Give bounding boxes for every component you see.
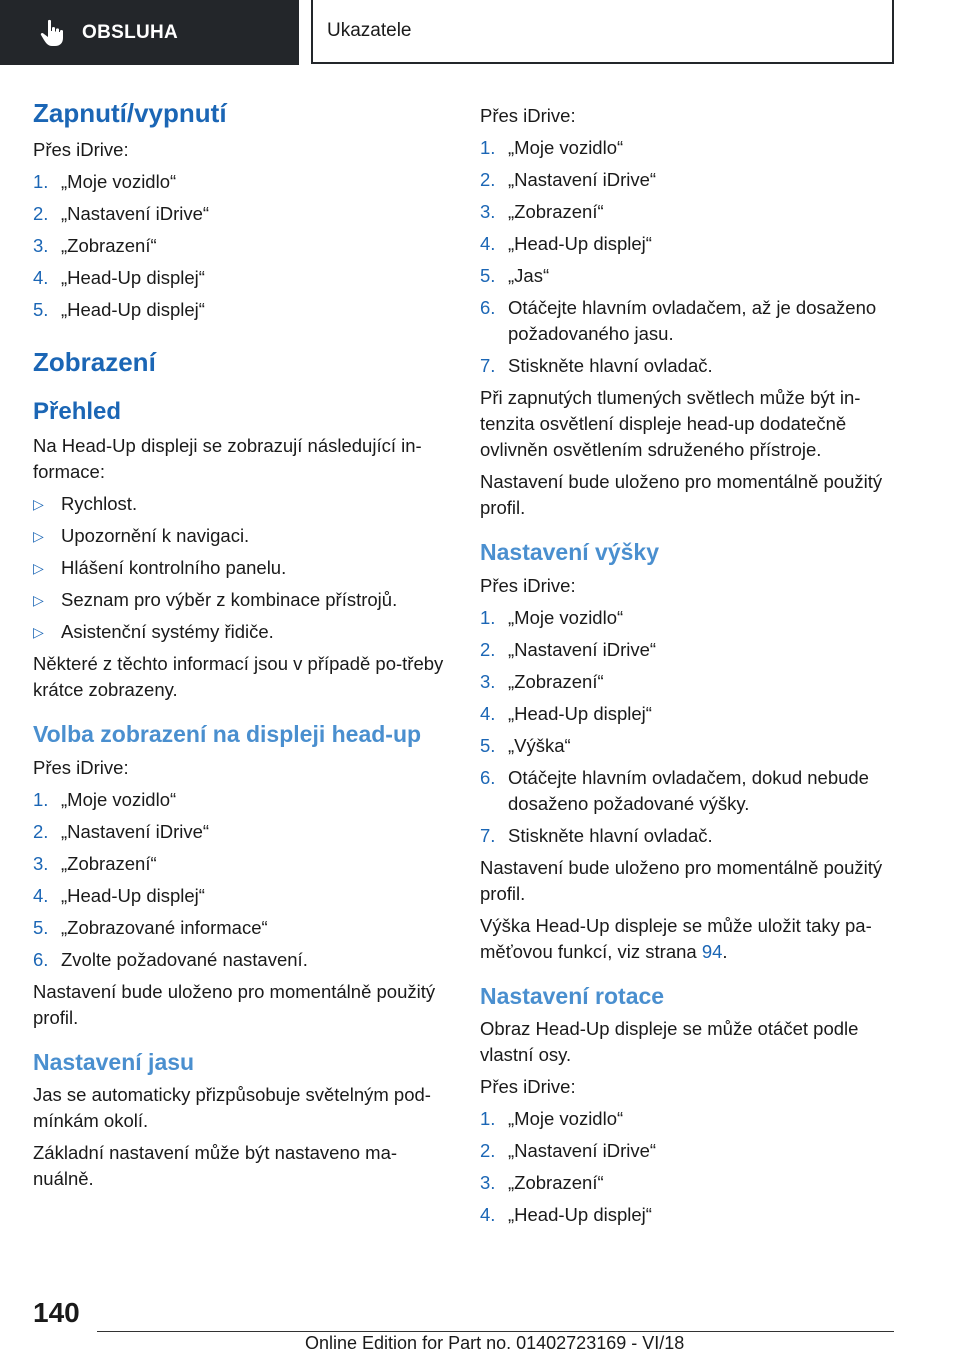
step-number: 4.: [480, 702, 496, 724]
heading-on-off: Zapnutí/vypnutí: [33, 98, 227, 128]
step-text: „Head-Up displej“: [508, 702, 652, 724]
step-text: „Zobrazení“: [508, 670, 604, 692]
list-item: [480, 295, 910, 347]
step-number: 1.: [480, 137, 496, 158]
list-item: [33, 491, 453, 517]
step-text: „Zobrazení“: [61, 235, 157, 257]
steps-choose-display: [33, 787, 453, 973]
list-item: [480, 765, 910, 817]
list-item: [480, 669, 910, 695]
step-number: 1.: [480, 1108, 496, 1130]
bullet-text: Upozornění k navigaci.: [61, 525, 250, 547]
list-item: [480, 733, 910, 759]
step-number: 5.: [480, 734, 496, 756]
step-number: 2.: [480, 169, 496, 190]
list-item: [480, 167, 910, 193]
intro-idrive: Přes iDrive:: [480, 105, 576, 126]
step-text: „Nastavení iDrive“: [61, 820, 210, 842]
step-number: 4.: [33, 267, 49, 289]
step-text: „Zobrazení“: [508, 1172, 604, 1194]
steps-rotation: [480, 1106, 910, 1228]
heading-brightness: Nastavení jasu: [33, 1048, 195, 1075]
bullet-text: Hlášení kontrolního panelu.: [61, 557, 287, 579]
list-item: [480, 605, 910, 631]
step-number: 6.: [480, 297, 496, 318]
footer-divider: [97, 1331, 894, 1332]
profile-note: Nastavení bude uloženo pro momentálně použitý profil.: [480, 471, 883, 518]
step-text: Stiskněte hlavní ovladač.: [508, 824, 713, 846]
hand-pointer-icon: [38, 18, 68, 48]
step-number: 1.: [33, 171, 49, 193]
heading-display: Zobrazení: [33, 347, 156, 378]
list-item: [480, 637, 910, 663]
height-memory-text: Výška Head-Up displeje se může uložit taky pa-měťovou funkcí, viz strana 94.: [480, 914, 872, 962]
intro-idrive: Přes iDrive:: [480, 1076, 576, 1098]
section-tab: [0, 0, 299, 65]
triangle-bullet-icon: ▷: [33, 528, 44, 545]
steps-brightness: [480, 135, 910, 379]
step-text: „Head-Up displej“: [61, 884, 205, 906]
step-text: „Head-Up displej“: [508, 1204, 652, 1226]
step-text: „Nastavení iDrive“: [61, 203, 210, 225]
overview-note: Některé z těchto informací jsou v případě po-třeby krátce zobrazeny.: [33, 653, 444, 701]
step-number: 4.: [33, 884, 49, 906]
heading-overview: Přehled: [33, 398, 122, 426]
step-number: 6.: [480, 766, 496, 788]
step-text: Otáčejte hlavním ovladačem, až je dosaženo požadovaného jasu.: [508, 297, 877, 344]
step-number: 1.: [480, 606, 496, 628]
list-item: [33, 555, 453, 581]
page-number: 140: [33, 1297, 80, 1328]
section-title: OBSLUHA: [82, 21, 179, 43]
list-item: [33, 233, 453, 259]
list-item: [480, 135, 910, 161]
list-item: [33, 947, 453, 973]
step-text: „Moje vozidlo“: [508, 606, 624, 628]
step-number: 7.: [480, 355, 496, 376]
list-item: [480, 353, 910, 379]
list-item: [480, 199, 910, 225]
step-number: 3.: [480, 201, 496, 222]
step-text: „Zobrazované informace“: [61, 916, 268, 938]
list-item: [33, 297, 453, 323]
edition-footer: Online Edition for Part no. 01402723169 - VI/18: [305, 1333, 685, 1353]
list-item: [480, 823, 910, 849]
step-text: Otáčejte hlavním ovladačem, dokud nebude dosaženo požadované výšky.: [508, 766, 869, 814]
triangle-bullet-icon: ▷: [33, 624, 44, 641]
step-text: „Moje vozidlo“: [61, 171, 177, 193]
triangle-bullet-icon: ▷: [33, 496, 44, 513]
step-number: 5.: [33, 916, 49, 938]
left-column: [33, 98, 453, 1198]
triangle-bullet-icon: ▷: [33, 560, 44, 577]
profile-note: Nastavení bude uloženo pro momentálně použitý profil.: [33, 980, 436, 1028]
overview-text: Na Head-Up displeji se zobrazují následující in-formace:: [33, 435, 422, 483]
list-item: [33, 587, 453, 613]
step-text: „Nastavení iDrive“: [508, 1140, 657, 1162]
brightness-manual-text: Základní nastavení může být nastaveno ma-nuálně.: [33, 1142, 398, 1190]
step-text: Stiskněte hlavní ovladač.: [508, 355, 713, 376]
step-text: „Jas“: [508, 265, 550, 286]
right-column: [480, 103, 910, 1234]
step-number: 3.: [480, 1172, 496, 1194]
step-number: 2.: [33, 820, 49, 842]
intro-idrive: Přes iDrive:: [480, 574, 576, 596]
list-item: [480, 1202, 910, 1228]
list-item: [33, 169, 453, 195]
step-text: „Nastavení iDrive“: [508, 638, 657, 660]
triangle-bullet-icon: ▷: [33, 592, 44, 609]
step-text: „Zobrazení“: [508, 201, 604, 222]
list-item: [480, 1170, 910, 1196]
step-number: 3.: [480, 670, 496, 692]
page-link[interactable]: 94: [701, 940, 723, 962]
intro-idrive: Přes iDrive:: [33, 756, 129, 778]
chapter-title: Ukazatele: [327, 20, 412, 41]
step-text: „Výška“: [508, 734, 571, 756]
step-text: „Head-Up displej“: [61, 267, 205, 289]
step-number: 7.: [480, 824, 496, 846]
overview-bullets: [33, 491, 453, 645]
step-number: 2.: [33, 203, 49, 225]
brightness-auto-text: Jas se automaticky přizpůsobuje světelným pod-mínkám okolí.: [33, 1084, 431, 1132]
step-number: 2.: [480, 1140, 496, 1162]
profile-note: Nastavení bude uloženo pro momentálně použitý profil.: [480, 856, 883, 904]
step-text: „Head-Up displej“: [508, 233, 652, 254]
rotation-text: Obraz Head-Up displeje se může otáčet podle vlastní osy.: [480, 1018, 859, 1066]
list-item: [480, 231, 910, 257]
step-number: 5.: [33, 299, 49, 321]
chapter-title-box: [311, 0, 894, 64]
step-text: „Nastavení iDrive“: [508, 169, 657, 190]
brightness-dipped-text: Při zapnutých tlumených světlech může být in-tenzita osvětlení displeje head-up dodatečně ovlivněn osvětlením sdruženého přístroje.: [480, 387, 861, 460]
list-item: [33, 851, 453, 877]
step-number: 4.: [480, 233, 496, 254]
list-item: [480, 1138, 910, 1164]
step-number: 6.: [33, 948, 49, 970]
heading-height: Nastavení výšky: [480, 539, 660, 565]
bullet-text: Rychlost.: [61, 493, 138, 515]
step-number: 3.: [33, 235, 49, 257]
step-text: Zvolte požadované nastavení.: [61, 948, 308, 970]
list-item: [33, 819, 453, 845]
step-text: „Moje vozidlo“: [61, 788, 177, 810]
list-item: [33, 523, 453, 549]
list-item: [480, 263, 910, 289]
bullet-text: Seznam pro výběr z kombinace přístrojů.: [61, 589, 398, 611]
list-item: [33, 265, 453, 291]
list-item: [33, 915, 453, 941]
step-number: 1.: [33, 788, 49, 810]
step-number: 3.: [33, 852, 49, 874]
list-item: [33, 201, 453, 227]
step-number: 2.: [480, 638, 496, 660]
list-item: [33, 883, 453, 909]
steps-on-off: [33, 169, 453, 323]
step-text: „Moje vozidlo“: [508, 137, 624, 158]
step-text: „Head-Up displej“: [61, 299, 205, 321]
heading-choose-display: Volba zobrazení na displeji head-up: [33, 721, 422, 748]
list-item: [33, 619, 453, 645]
list-item: [480, 1106, 910, 1132]
step-text: „Moje vozidlo“: [508, 1108, 624, 1130]
bullet-text: Asistenční systémy řidiče.: [61, 621, 274, 643]
steps-height: [480, 605, 910, 849]
step-text: „Zobrazení“: [61, 852, 157, 874]
step-number: 5.: [480, 265, 496, 286]
list-item: [480, 701, 910, 727]
step-number: 4.: [480, 1204, 496, 1226]
intro-idrive: Přes iDrive:: [33, 139, 129, 161]
list-item: [33, 787, 453, 813]
heading-rotation: Nastavení rotace: [480, 982, 665, 1009]
